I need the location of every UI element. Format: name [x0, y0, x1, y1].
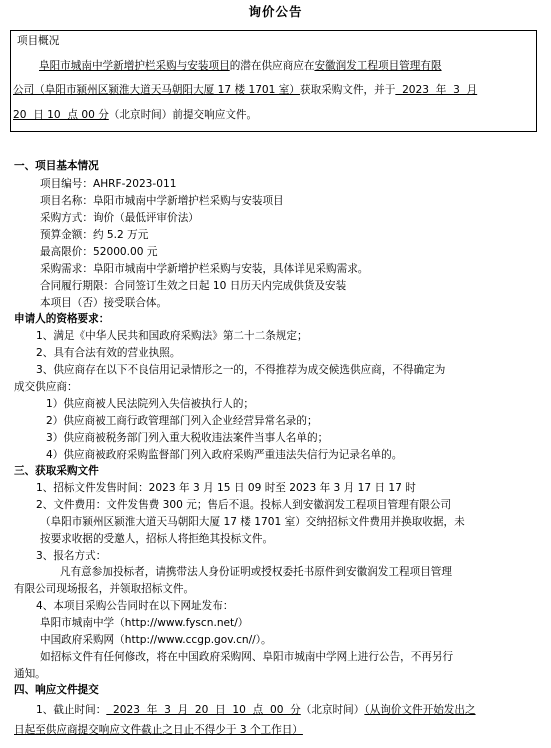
overview-text: 的潜在供应商应在 [229, 60, 315, 72]
deadline-tz: （北京时间） [300, 704, 365, 716]
credit-condition: 2）供应商被工商行政管理部门列入企业经营异常名录的； [46, 415, 318, 427]
deadline-label: 1、截止时间： [36, 704, 107, 716]
overview-time: 20 日 10 点 00 分 [13, 109, 109, 121]
credit-condition: 3）供应商被税务部门列入重大税收违法案件当事人名单的； [46, 432, 329, 444]
procurement-method: 采购方式：询价（最低评审价法） [40, 212, 199, 224]
deadline-date: 2023 年 3 月 20 日 10 点 00 分 [106, 704, 301, 716]
page-title: 询价公告 [248, 4, 303, 19]
deadline-note: 日起至供应商提交响应文件截止之日止不得少于 3 个工作日） [14, 724, 303, 736]
publish-note: 4、本项目采购公告同时在以下网址发布： [36, 600, 234, 612]
registration-text: 凡有意参加投标者，请携带法人身份证明或授权委托书原件到安徽润发工程项目管理 [60, 566, 452, 578]
qualification-item: 成交供应商： [14, 381, 78, 393]
overview-line-3 [13, 109, 257, 122]
sale-time: 1、招标文件发售时间：2023 年 3 月 15 日 09 时至 2023 年 3 月 17 日 17 时 [36, 482, 416, 494]
document-fee: 2、文件费用：文件发售费 300 元；售后不退。投标人到安徽润发工程项目管理有限公司 [36, 499, 452, 511]
deadline-note: （从询价文件开始发出之 [364, 704, 476, 716]
contract-term: 合同履行期限：合同签订生效之日起 10 日历天内完成供货及安装 [40, 280, 347, 292]
qualification-item: 2、具有合法有效的营业执照。 [36, 347, 181, 359]
modification-note: 通知。 [14, 668, 46, 680]
website-link[interactable]: 中国政府采购网（http://www.ccgp.gov.cn//）。 [40, 634, 272, 646]
credit-condition: 4）供应商被政府采购监督部门列入政府采购严重违法失信行为记录名单的。 [46, 449, 403, 461]
consortium-note: 本项目（否）接受联合体。 [40, 297, 168, 309]
overview-text: （北京时间）前提交响应文件。 [108, 109, 258, 121]
overview-date: 2023 年 3 月 [395, 84, 478, 96]
document-fee: 按要求收据的受邀人，招标人将拒绝其投标文件。 [40, 533, 274, 545]
section-2-heading: 申请人的资格要求： [14, 313, 110, 325]
overview-heading: 项目概况 [17, 35, 60, 47]
credit-condition: 1）供应商被人民法院列入失信被执行人的； [46, 398, 255, 410]
section-1-heading: 一、项目基本情况 [14, 160, 99, 172]
max-price: 最高限价：52000.00 元 [40, 246, 158, 258]
overview-address: 公司（阜阳市颍州区颍淮大道天马朝阳大厦 17 楼 1701 室） [13, 84, 300, 96]
overview-project-name: 阜阳市城南中学新增护栏采购与安装项目 [39, 60, 230, 72]
registration-heading: 3、报名方式： [36, 550, 107, 562]
budget-amount: 预算金额：约 5.2 万元 [40, 229, 149, 241]
deadline-line [36, 704, 476, 717]
overview-line-2 [13, 84, 477, 97]
website-link[interactable]: 阜阳市城南中学（http://www.fyscn.net/） [40, 617, 249, 629]
modification-note: 如招标文件有任何修改，将在中国政府采购网、阜阳市城南中学网上进行公告，不再另行 [40, 651, 454, 663]
section-3-heading: 三、获取采购文件 [14, 465, 99, 477]
overview-agency: 安徽润发工程项目管理有限 [314, 60, 442, 72]
overview-text: 获取采购文件，并于 [299, 84, 396, 96]
qualification-item: 3、供应商存在以下不良信用记录情形之一的，不得推荐为成交候选供应商，不得确定为 [36, 364, 446, 376]
project-number: 项目编号：AHRF-2023-011 [40, 178, 177, 190]
procurement-requirement: 采购需求：阜阳市城南中学新增护栏采购与安装，具体详见采购需求。 [40, 263, 369, 275]
document-fee: （阜阳市颍州区颍淮大道天马朝阳大厦 17 楼 1701 室）交纳招标文件费用并换取收据，未 [40, 516, 465, 528]
registration-text: 有限公司现场报名，并领取招标文件。 [14, 583, 195, 595]
overview-box [10, 30, 537, 132]
overview-line-1 [39, 60, 442, 73]
qualification-item: 1、满足《中华人民共和国政府采购法》第二十二条规定； [36, 330, 308, 342]
section-4-heading: 四、响应文件提交 [14, 684, 99, 696]
project-name: 项目名称：阜阳市城南中学新增护栏采购与安装项目 [40, 195, 284, 207]
